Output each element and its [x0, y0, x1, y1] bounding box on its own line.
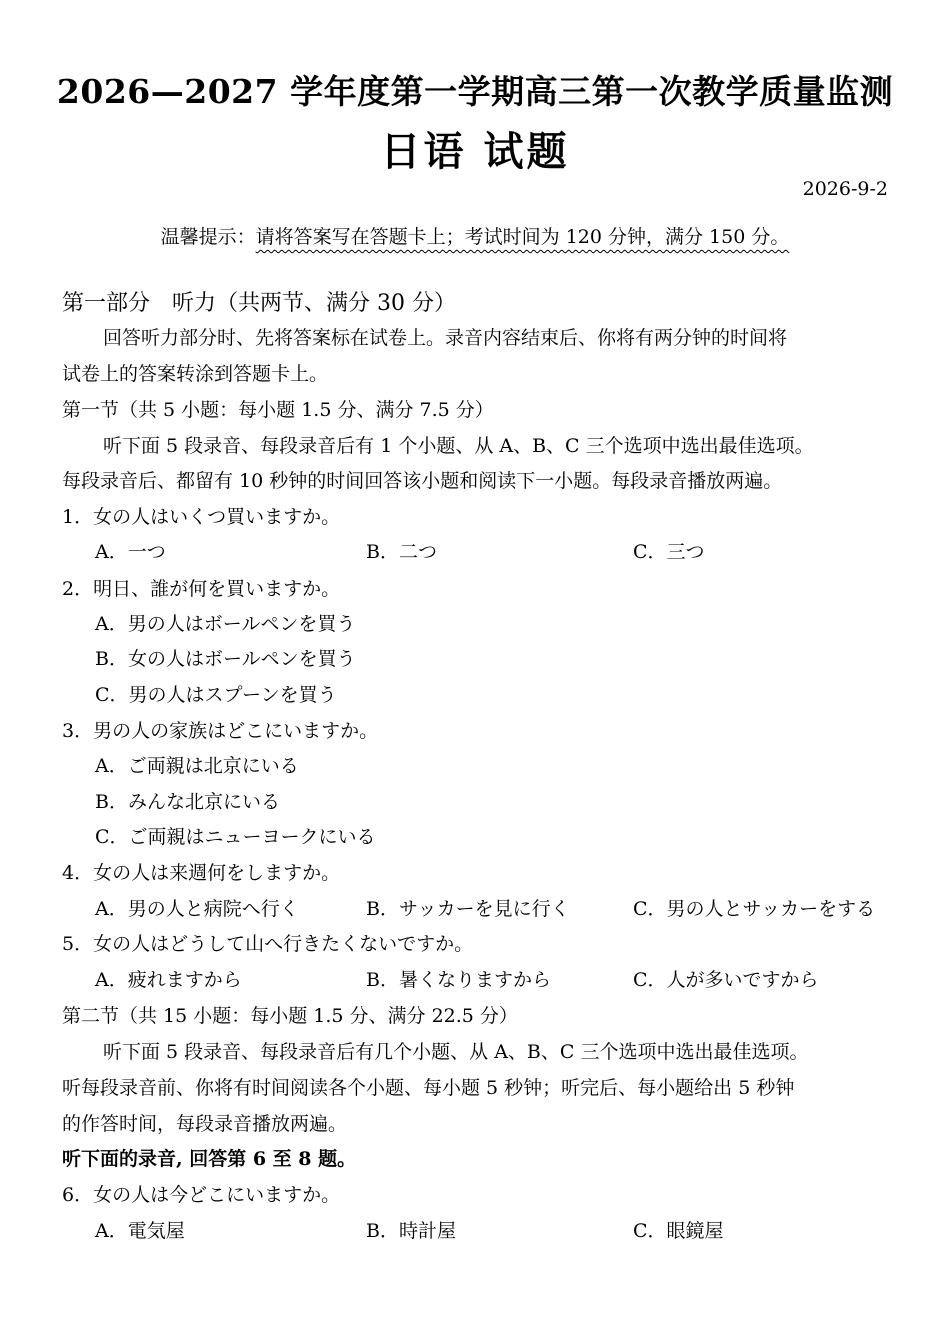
question-1: 1．女の人はいくつ買いますか。 — [62, 506, 341, 528]
notice-label: 温馨提示： — [160, 226, 256, 248]
q1-option-b: B．二つ — [366, 541, 437, 563]
part1-instruction-line2: 试卷上的答案转涂到答题卡上。 — [62, 363, 329, 385]
q5-option-c: C．人が多いですから — [633, 969, 819, 991]
group-prompt-6-8: 听下面的录音, 回答第 6 至 8 题。 — [62, 1148, 357, 1170]
question-2: 2．明日、誰が何を買いますか。 — [62, 578, 341, 600]
q6-option-b: B．時計屋 — [366, 1220, 456, 1242]
q5-option-b: B．暑くなりますから — [366, 969, 551, 991]
question-3: 3．男の人の家族はどこにいますか。 — [62, 720, 379, 742]
q4-option-b: B．サッカーを見に行く — [366, 898, 570, 920]
q1-option-c: C．三つ — [633, 541, 705, 563]
question-5: 5．女の人はどうして山へ行きたくないですか。 — [62, 933, 474, 955]
exam-date: 2026-9-2 — [802, 178, 888, 200]
exam-notice — [0, 222, 950, 249]
q5-option-a: A．疲れますから — [95, 969, 242, 991]
section1-instruction-line2: 每段录音后、都留有 10 秒钟的时间回答该小题和阅读下一小题。每段录音播放两遍。 — [62, 470, 783, 492]
section2-instruction-line3: 的作答时间，每段录音播放两遍。 — [62, 1113, 348, 1135]
q6-option-c: C．眼鏡屋 — [633, 1220, 724, 1242]
question-4: 4．女の人は来週何をしますか。 — [62, 862, 341, 884]
section2-instruction-line1: 听下面 5 段录音、每段录音后有几个小题、从 A、B、C 三个选项中选出最佳选项。 — [103, 1041, 809, 1063]
q1-option-a: A．一つ — [95, 541, 166, 563]
q4-option-c: C．男の人とサッカーをする — [633, 898, 876, 920]
part1-instruction-line1: 回答听力部分时、先将答案标在试卷上。录音内容结束后、你将有两分钟的时间将 — [103, 327, 788, 349]
q3-option-c: C．ご両親はニューヨークにいる — [95, 826, 376, 848]
q4-option-a: A．男の人と病院へ行く — [95, 898, 299, 920]
q2-option-b: B．女の人はボールペンを買う — [95, 648, 356, 670]
q2-option-a: A．男の人はボールペンを買う — [95, 613, 356, 635]
notice-text: 请将答案写在答题卡上；考试时间为 120 分钟，满分 150 分。 — [255, 226, 790, 248]
exam-title: 2026—2027 学年度第一学期高三第一次教学质量监测 — [56, 72, 894, 111]
q6-option-a: A．電気屋 — [95, 1220, 185, 1242]
q3-option-b: B．みんな北京にいる — [95, 791, 280, 813]
q3-option-a: A．ご両親は北京にいる — [95, 755, 299, 777]
section1-instruction-line1: 听下面 5 段录音、每段录音后有 1 个小题、从 A、B、C 三个选项中选出最佳选项。 — [103, 435, 814, 457]
q2-option-c: C．男の人はスプーンを買う — [95, 684, 337, 706]
section1-heading: 第一节（共 5 小题：每小题 1.5 分、满分 7.5 分） — [62, 399, 494, 421]
section2-instruction-line2: 听每段录音前、你将有时间阅读各个小题、每小题 5 秒钟；听完后、每小题给出 5 秒钟 — [62, 1077, 795, 1099]
exam-subtitle: 日语 试题 — [380, 129, 570, 175]
section2-heading: 第二节（共 15 小题：每小题 1.5 分、满分 22.5 分） — [62, 1005, 518, 1027]
part1-heading: 第一部分 听力（共两节、满分 30 分） — [62, 291, 456, 316]
question-6: 6．女の人は今どこにいますか。 — [62, 1184, 341, 1206]
